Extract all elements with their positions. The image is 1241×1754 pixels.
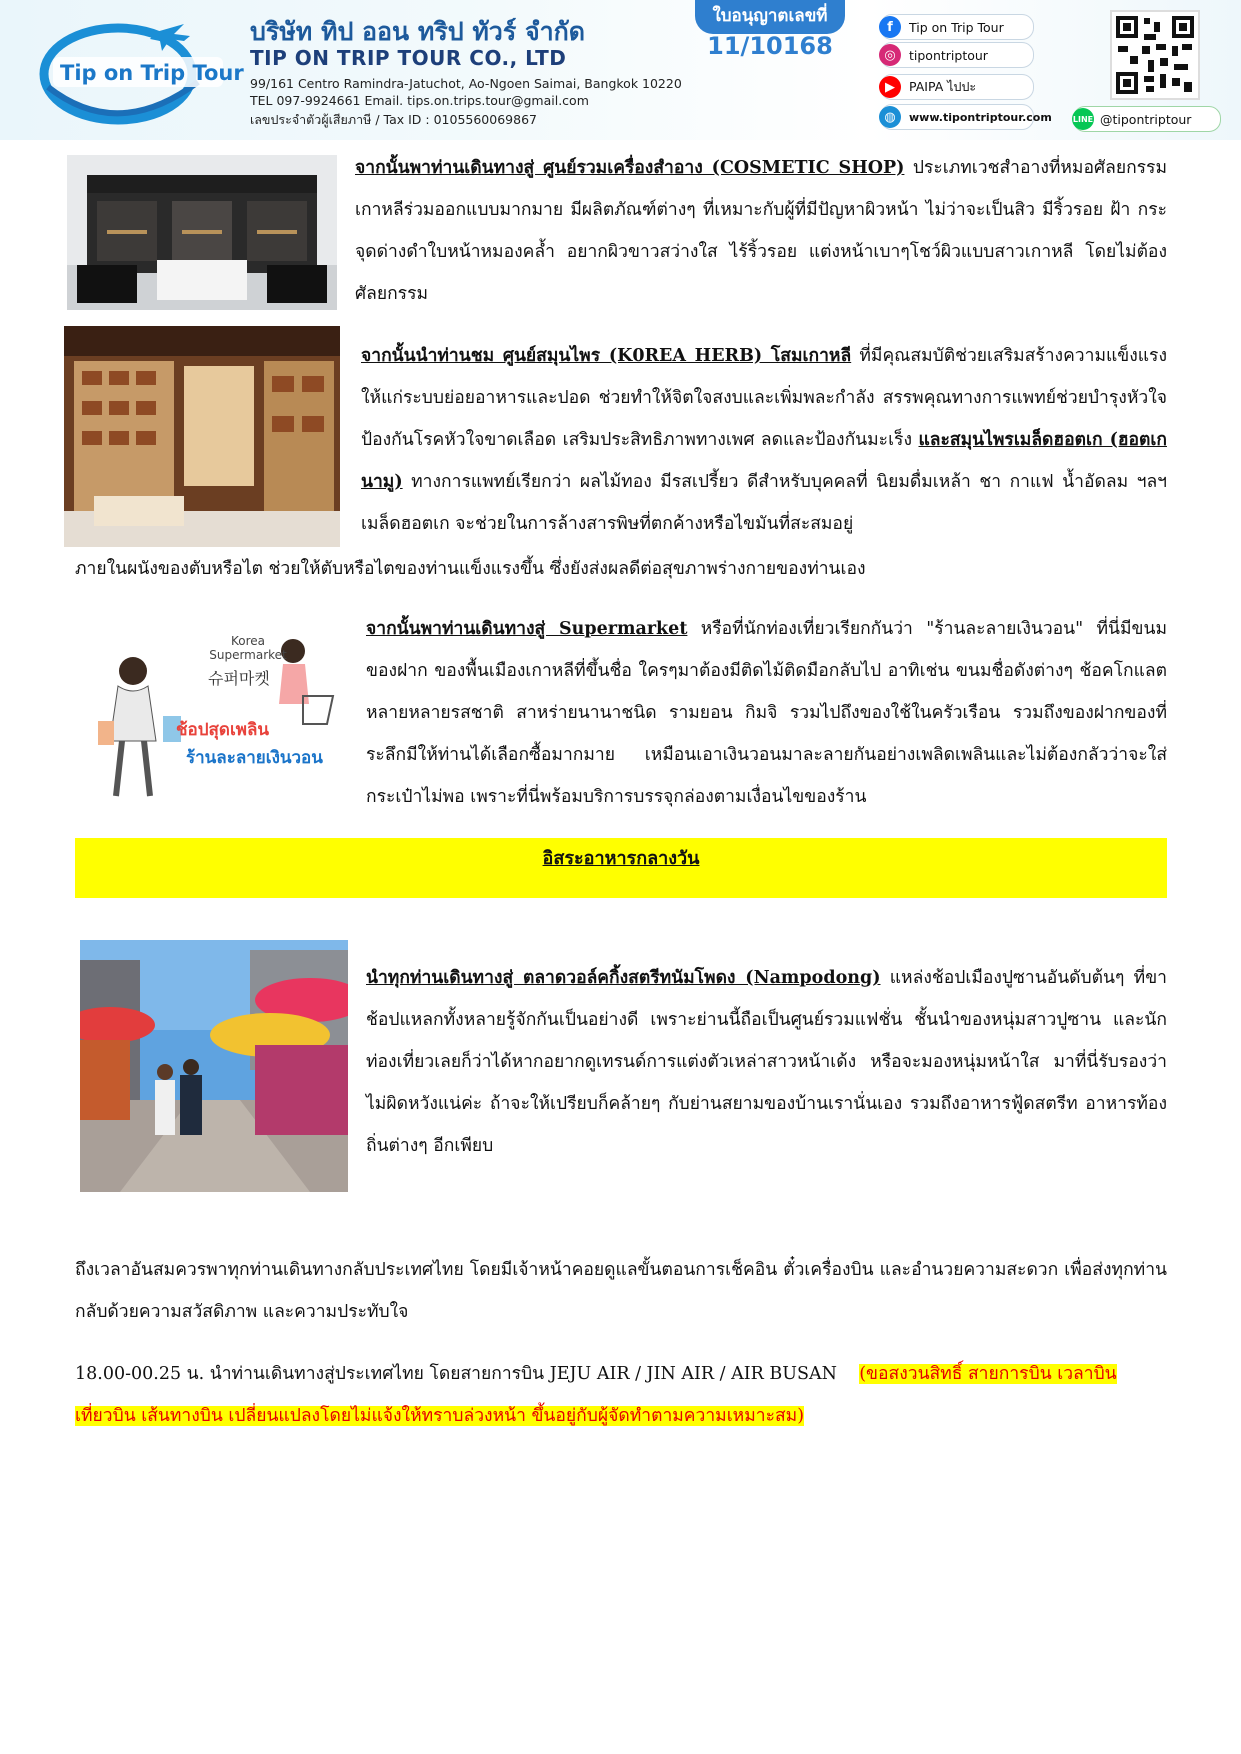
nampodong-body: แหล่งช้อปเมืองปูซานอันดับต้นๆ ที่ขาช้อปแหลกทั้งหลายรู้จักกันเป็นอย่างดี เพราะย่านนี้ถือเป็นศูนย์รวมแฟชั่น ชั้นนำของหนุ่มสาวปูซาน และนักท่องเที่ยวเลยก็ว่าได้หากอยากดูเทรนด์การแต่งตัวเหล่าสาวหน้าเด้ง หรือจะมองหนุ่มหน้าใส มาที่นี่รับรองว่าไม่ผิดหวังแน่ค่ะ ถ้าจะให้เปรียบก็คล้ายๆ กับย่านสยามของบ้านเรานั่นเอง รวมถึงอาหารฟู้ดสตรีท อาหารท้องถิ่นต่างๆ อีกเพียบ (366, 968, 1167, 1156)
license-number: 11/10168 (707, 32, 833, 60)
herb-body-3: ภายในผนังของตับหรือไต ช่วยให้ตับหรือไตของท่านแข็งแรงขึ้น ซึ่งยังส่งผลดีต่อสุขภาพร่างกายของท่านเอง (75, 559, 866, 579)
company-tax-id: เลขประจำตัวผู้เสียภาษี / Tax ID : 0105560069867 (250, 112, 537, 127)
supermarket-img-label: Korea Supermarket (209, 634, 287, 662)
website-label: www.tipontriptour.com (909, 110, 1052, 124)
line-link[interactable] (1073, 106, 1221, 132)
website-link[interactable] (880, 104, 1052, 130)
youtube-link[interactable] (880, 74, 1034, 100)
nampodong-paragraph (366, 957, 1167, 1167)
cosmetic-title: จากนั้นพาท่านเดินทางสู่ ศูนย์รวมเครื่องสำอาง (COSMETIC SHOP) (355, 158, 905, 178)
instagram-link[interactable] (880, 42, 1034, 68)
nampodong-title: นำทุกท่านเดินทางสู่ ตลาดวอล์คกิ้งสตรีทนัมโพดง (Nampodong) (366, 968, 881, 988)
qr-code (1110, 10, 1200, 100)
logo-text: Tip on Trip Tour (60, 61, 244, 85)
flight-note-1: (ขอสงวนสิทธิ์ สายการบิน เวลาบิน (859, 1364, 1117, 1384)
supermarket-img-korean: 슈퍼마켓 (208, 669, 270, 688)
herb-body-2: ทางการแพทย์เรียกว่า ผลไม้ทอง มีรสเปรี้ยว ดีสำหรับบุคคลที่ นิยมดื่มเหล้า ชา กาแฟ น้ำอัดลม ฯลฯ เมล็ดฮอตเก จะช่วยในการล้างสารพิษที่ตกค้างหรือไขมันที่สะสมอยู่ (361, 472, 1167, 534)
herb-paragraph (361, 335, 1167, 545)
company-logo (38, 12, 248, 127)
herb-title: จากนั้นนำท่านชม ศูนย์สมุนไพร (K0REA HERB) โสมเกาหลี (361, 346, 852, 366)
supermarket-illustration (78, 616, 346, 808)
company-contact: TEL 097-9924661 Email. tips.on.trips.tour@gmail.com (250, 93, 589, 108)
supermarket-img-caption-1: ช้อปสุดเพลิน (176, 720, 270, 740)
globe-icon: ◍ (879, 106, 901, 128)
lunch-label: อิสระอาหารกลางวัน (542, 848, 700, 869)
return-paragraph: ถึงเวลาอันสมควรพาทุกท่านเดินทางกลับประเทศไทย โดยมีเจ้าหน้าคอยดูแลขั้นตอนการเช็คอิน ตั๋วเครื่องบิน และอำนวยความสะดวก เพื่อส่งทุกท่านกลับด้วยความสวัสดิภาพ และความประทับใจ (75, 1260, 1167, 1322)
nampodong-street-photo (80, 940, 348, 1192)
flight-paragraph (75, 1353, 1167, 1437)
herb-body-1: ที่มีคุณสมบัติช่วยเสริมสร้างความแข็งแรงให้แก่ระบบย่อยอาหารและปอด ช่วยทำให้จิตใจสงบและเพิ่มพละกำลัง สรรพคุณทางการแพทย์ช่วยบำรุงหัวใจ ป้องกันโรคหัวใจขาดเลือด เสริมประสิทธิภาพทางเพศ ลดและป้องกันมะเร็ง (361, 346, 1168, 450)
license-label: ใบอนุญาตเลขที่ (695, 0, 845, 34)
facebook-link[interactable] (880, 14, 1034, 40)
instagram-label: tipontriptour (909, 47, 988, 63)
herb-shop-photo (64, 326, 340, 547)
company-name-english: TIP ON TRIP TOUR CO., LTD (250, 46, 567, 70)
supermarket-body: หรือที่นักท่องเที่ยวเรียกกันว่า "ร้านละลายเงินวอน" ที่นี่มีขนมของฝาก ของพื้นเมืองเกาหลีที่ขึ้นชื่อ ใครๆมาต้องมีติดไม้ติดมือกลับไป อาทิเช่น ขนมชื่อดังต่างๆ ช้อคโกแลตหลายหลายรสชาติ สาหร่ายนานาชนิด รามยอน กิมจิ รวมไปถึงของใช้ในครัวเรือน รวมถึงของฝากของที่ระลึกมีให้ท่านได้เลือกซื้อมากมาย เหมือนเอาเงินวอนมาละลายกันอย่างเพลิดเพลินและไม่ต้องกลัวว่าจะใส่กระเป๋าไม่พอ เพราะที่นี่พร้อมบริการบรรจุกล่องตามเงื่อนไขของร้าน (366, 619, 1168, 807)
youtube-label: PAIPA ไปปะ (909, 79, 977, 94)
instagram-icon: ◎ (879, 44, 901, 66)
facebook-label: Tip on Trip Tour (909, 19, 1004, 35)
supermarket-img-caption-2: ร้านละลายเงินวอน (186, 748, 323, 768)
facebook-icon: f (879, 16, 901, 38)
company-address: 99/161 Centro Ramindra-Jatuchot, Ao-Ngoen Saimai, Bangkok 10220 (250, 76, 682, 91)
cosmetic-paragraph (355, 147, 1167, 315)
lunch-banner (75, 838, 1167, 898)
supermarket-paragraph (366, 608, 1167, 818)
cosmetic-shop-photo (67, 155, 337, 310)
youtube-icon: ▶ (879, 76, 901, 98)
flight-info: 18.00-00.25 น. นำท่านเดินทางสู่ประเทศไทย โดยสายการบิน JEJU AIR / JIN AIR / AIR BUSAN (75, 1364, 837, 1384)
cosmetic-body: ประเภทเวชสำอางที่หมอศัลยกรรมเกาหลีร่วมออกแบบมากมาย มีผลิตภัณฑ์ต่างๆ ที่เหมาะกับผู้ที่มีปัญหาผิวหน้า ไม่ว่าจะเป็นสิว มีริ้วรอย ฝ้า กระ จุดด่างดำใบหน้าหมองคล้ำ อยากผิวขาวสว่างใส ไร้ริ้วรอย แต่งหน้าเบาๆโชว์ผิวแบบสาวเกาหลี โดยไม่ต้องศัลยกรรม (355, 158, 1167, 304)
supermarket-title: จากนั้นพาท่านเดินทางสู่ Supermarket (366, 619, 688, 639)
line-icon: LINE (1072, 108, 1094, 130)
herb-title-2: และสมุนไพรเมล็ดฮอตเก (ฮอตเกนามู) (361, 430, 1167, 492)
flight-note-2: เที่ยวบิน เส้นทางบิน เปลี่ยนแปลงโดยไม่แจ้งให้ทราบล่วงหน้า ขึ้นอยู่กับผู้จัดทำตามความเหมาะสม) (75, 1406, 805, 1426)
line-label: @tipontriptour (1100, 111, 1192, 127)
company-name-thai: บริษัท ทิป ออน ทริป ทัวร์ จำกัด (250, 17, 586, 46)
